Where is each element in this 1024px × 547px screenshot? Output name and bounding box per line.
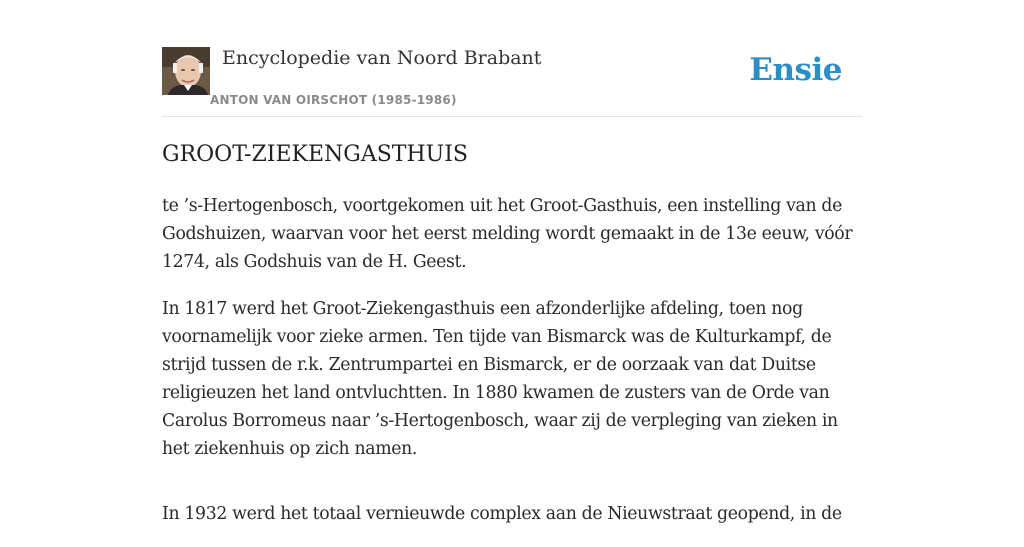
entry-paragraph: In 1932 werd het totaal vernieuwde complex aan de Nieuwstraat geopend, in de <box>162 504 842 524</box>
page-header <box>162 0 862 117</box>
ensie-logo[interactable]: Ensie <box>749 52 842 88</box>
entry-paragraph: te ’s-Hertogenbosch, voortgekomen uit het Groot-Gasthuis, een instelling van de Godshuizen, waarvan voor het eerst melding wordt gemaakt in de 13e eeuw, vóór 1274, als Godshuis van de H. Geest. <box>162 196 853 272</box>
encyclopedia-title[interactable]: Encyclopedie van Noord Brabant <box>222 47 542 69</box>
author-avatar[interactable] <box>162 47 210 95</box>
entry-body <box>162 192 862 547</box>
author-portrait <box>162 47 210 95</box>
entry-title: GROOT-ZIEKENGASTHUIS <box>162 142 468 167</box>
entry-paragraph: In 1817 werd het Groot-Ziekengasthuis een afzonderlijke afdeling, toen nog voornamelijk voor zieke armen. Ten tijde van Bismarck was de Kulturkampf, de strijd tussen de r.k. Zentrumpartei en Bismarck, er de oorzaak van dat Duitse religieuzen het land ontvluchtten. In 1880 kwamen de zusters van de Orde van Carolus Borromeus naar ’s-Hertogenbosch, waar zij de verpleging van zieken in het ziekenhuis op zich namen. <box>162 299 838 459</box>
page <box>162 0 862 524</box>
author-name[interactable]: ANTON VAN OIRSCHOT (1985-1986) <box>210 93 457 107</box>
